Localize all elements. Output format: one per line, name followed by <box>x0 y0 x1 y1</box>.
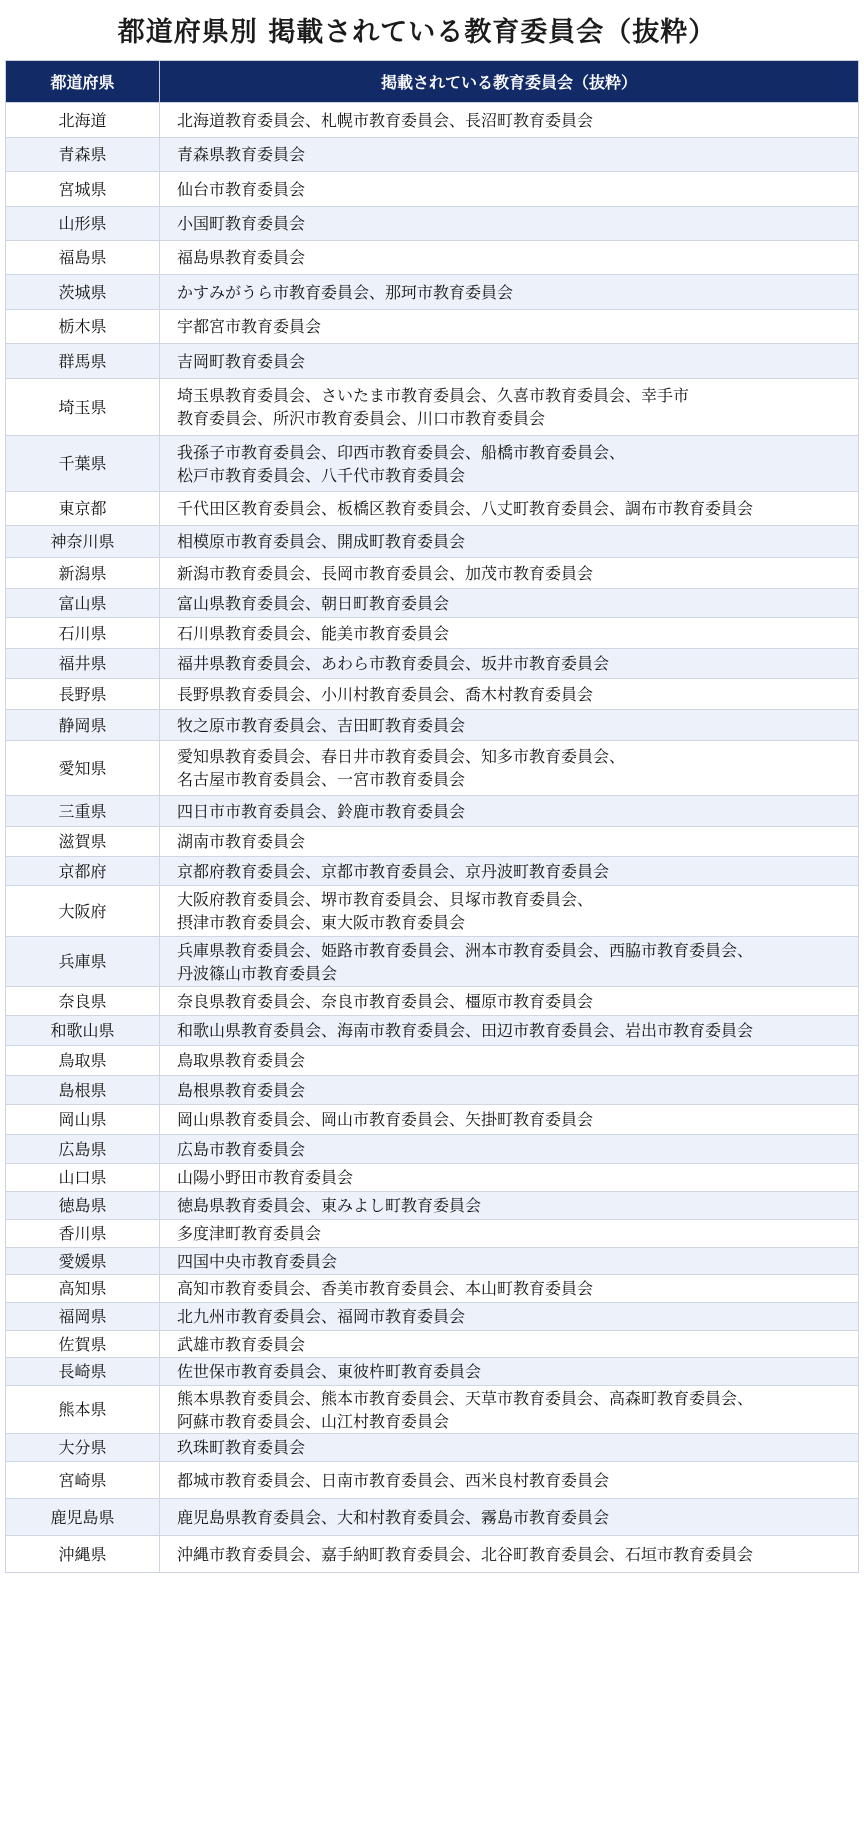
prefecture-cell: 熊本県 <box>6 1386 160 1434</box>
header-committees: 掲載されている教育委員会（抜粋） <box>160 61 859 103</box>
committees-cell <box>160 1434 859 1462</box>
committees-line: 鳥取県教育委員会 <box>177 1051 306 1070</box>
committees-cell <box>160 526 859 558</box>
committees-cell <box>160 1135 859 1164</box>
committees-line: 四国中央市教育委員会 <box>177 1251 338 1271</box>
committees-cell <box>160 492 859 526</box>
committees-cell <box>160 857 859 886</box>
committees-cell <box>160 1192 859 1220</box>
committees-cell <box>160 344 859 379</box>
committees-line: 岡山県教育委員会、岡山市教育委員会、矢掛町教育委員会 <box>177 1110 594 1129</box>
prefecture-cell: 福岡県 <box>6 1303 160 1331</box>
committees-cell <box>160 796 859 827</box>
table-row <box>6 1536 859 1573</box>
committees-line: 福井県教育委員会、あわら市教育委員会、坂井市教育委員会 <box>177 654 610 673</box>
prefecture-cell: 和歌山県 <box>6 1016 160 1046</box>
prefecture-cell: 佐賀県 <box>6 1331 160 1358</box>
committees-cell <box>160 987 859 1016</box>
committees-line: 島根県教育委員会 <box>177 1080 306 1100</box>
table-row <box>6 172 859 207</box>
committees-cell <box>160 436 859 492</box>
table-row <box>6 1135 859 1164</box>
committees-cell <box>160 1358 859 1386</box>
committees-cell <box>160 1536 859 1573</box>
committees-line: 四日市市教育委員会、鈴鹿市教育委員会 <box>177 801 466 821</box>
committees-cell <box>160 275 859 310</box>
committees-cell <box>160 1331 859 1358</box>
prefecture-cell: 三重県 <box>6 796 160 827</box>
committees-line: 兵庫県教育委員会、姫路市教育委員会、洲本市教育委員会、西脇市教育委員会、 <box>177 940 754 960</box>
table-row <box>6 1220 859 1248</box>
table-row <box>6 241 859 275</box>
prefecture-cell: 大阪府 <box>6 886 160 937</box>
table-row <box>6 1016 859 1046</box>
committees-line: 福島県教育委員会 <box>177 248 306 267</box>
table-row <box>6 1046 859 1076</box>
committees-line: 鹿児島県教育委員会、大和村教育委員会、霧島市教育委員会 <box>177 1507 610 1527</box>
table-row <box>6 379 859 436</box>
prefecture-cell: 福井県 <box>6 649 160 679</box>
committees-line: 北海道教育委員会、札幌市教育委員会、長沼町教育委員会 <box>177 110 594 130</box>
table-row <box>6 558 859 589</box>
table-row <box>6 1164 859 1192</box>
table-body <box>6 103 859 1573</box>
header-prefecture: 都道府県 <box>6 61 160 103</box>
committees-cell <box>160 827 859 857</box>
prefecture-cell: 福島県 <box>6 241 160 275</box>
table-row <box>6 1303 859 1331</box>
committees-line: 大阪府教育委員会、堺市教育委員会、貝塚市教育委員会、 <box>177 890 594 909</box>
committees-cell <box>160 1046 859 1076</box>
committees-line: 青森県教育委員会 <box>177 145 306 164</box>
committees-cell <box>160 1386 859 1434</box>
committees-line: かすみがうら市教育委員会、那珂市教育委員会 <box>177 282 514 302</box>
committees-line: 名古屋市教育委員会、一宮市教育委員会 <box>177 770 466 789</box>
table-row <box>6 649 859 679</box>
committees-cell <box>160 310 859 344</box>
committees-cell <box>160 1016 859 1046</box>
committees-cell <box>160 1303 859 1331</box>
committees-cell <box>160 241 859 275</box>
committees-line: 阿蘇市教育委員会、山江村教育委員会 <box>177 1411 450 1431</box>
prefecture-cell: 奈良県 <box>6 987 160 1016</box>
committees-cell <box>160 589 859 618</box>
committees-line: 和歌山県教育委員会、海南市教育委員会、田辺市教育委員会、岩出市教育委員会 <box>177 1021 754 1040</box>
prefecture-cell: 青森県 <box>6 138 160 172</box>
prefecture-cell: 新潟県 <box>6 558 160 589</box>
committees-cell <box>160 679 859 710</box>
committees-line: 新潟市教育委員会、長岡市教育委員会、加茂市教育委員会 <box>177 563 594 583</box>
page-title: 都道府県別 掲載されている教育委員会（抜粋） <box>117 16 717 48</box>
prefecture-cell: 京都府 <box>6 857 160 886</box>
committees-line: 埼玉県教育委員会、さいたま市教育委員会、久喜市教育委員会、幸手市 <box>177 386 690 405</box>
prefecture-cell: 群馬県 <box>6 344 160 379</box>
table-row <box>6 987 859 1016</box>
prefecture-cell: 山形県 <box>6 207 160 241</box>
prefecture-cell: 鹿児島県 <box>6 1499 160 1536</box>
committees-cell <box>160 103 859 138</box>
committees-line: 松戸市教育委員会、八千代市教育委員会 <box>177 465 466 485</box>
prefecture-cell: 沖縄県 <box>6 1536 160 1573</box>
prefecture-cell: 栃木県 <box>6 310 160 344</box>
table-row <box>6 526 859 558</box>
table-row <box>6 1499 859 1536</box>
committees-cell <box>160 172 859 207</box>
committees-line: 仙台市教育委員会 <box>177 179 306 199</box>
table-row <box>6 103 859 138</box>
committees-line: 玖珠町教育委員会 <box>177 1438 306 1457</box>
committees-cell <box>160 741 859 796</box>
committees-line: 小国町教育委員会 <box>177 214 306 233</box>
committees-cell <box>160 1248 859 1275</box>
committees-line: 我孫子市教育委員会、印西市教育委員会、船橋市教育委員会、 <box>177 442 626 462</box>
committees-line: 石川県教育委員会、能美市教育委員会 <box>177 623 450 643</box>
committees-line: 宇都宮市教育委員会 <box>177 317 322 336</box>
prefecture-cell: 大分県 <box>6 1434 160 1462</box>
committees-line: 沖縄市教育委員会、嘉手納町教育委員会、北谷町教育委員会、石垣市教育委員会 <box>177 1544 754 1564</box>
table-row <box>6 886 859 937</box>
committees-cell <box>160 1076 859 1105</box>
committees-line: 富山県教育委員会、朝日町教育委員会 <box>177 593 450 613</box>
committees-cell <box>160 207 859 241</box>
committees-cell <box>160 618 859 649</box>
committees-line: 高知市教育委員会、香美市教育委員会、本山町教育委員会 <box>177 1279 594 1298</box>
committees-line: 奈良県教育委員会、奈良市教育委員会、橿原市教育委員会 <box>177 991 594 1011</box>
prefecture-cell: 長崎県 <box>6 1358 160 1386</box>
table-row <box>6 436 859 492</box>
committees-line: 広島市教育委員会 <box>177 1139 306 1159</box>
prefecture-cell: 宮崎県 <box>6 1462 160 1499</box>
table-row <box>6 618 859 649</box>
committees-line: 愛知県教育委員会、春日井市教育委員会、知多市教育委員会、 <box>177 747 626 766</box>
table-row <box>6 138 859 172</box>
table-row <box>6 344 859 379</box>
committees-cell <box>160 710 859 741</box>
table-row <box>6 1386 859 1434</box>
committees-line: 湖南市教育委員会 <box>177 832 306 851</box>
prefecture-cell: 埼玉県 <box>6 379 160 436</box>
committees-line: 牧之原市教育委員会、吉田町教育委員会 <box>177 715 466 735</box>
prefecture-cell: 高知県 <box>6 1275 160 1303</box>
prefecture-cell: 兵庫県 <box>6 937 160 987</box>
prefecture-cell: 島根県 <box>6 1076 160 1105</box>
table-row <box>6 1248 859 1275</box>
committees-line: 吉岡町教育委員会 <box>177 351 306 371</box>
committees-cell <box>160 558 859 589</box>
table-row <box>6 1462 859 1499</box>
table-row <box>6 1434 859 1462</box>
committees-line: 武雄市教育委員会 <box>177 1334 306 1354</box>
table-row <box>6 741 859 796</box>
prefecture-cell: 長野県 <box>6 679 160 710</box>
table-row <box>6 679 859 710</box>
prefecture-cell: 愛知県 <box>6 741 160 796</box>
table-header-row <box>6 61 859 103</box>
committees-cell <box>160 1499 859 1536</box>
committees-cell <box>160 1220 859 1248</box>
committee-table <box>5 60 859 1573</box>
prefecture-cell: 茨城県 <box>6 275 160 310</box>
committees-line: 多度津町教育委員会 <box>177 1224 322 1243</box>
committees-line: 丹波篠山市教育委員会 <box>177 963 338 983</box>
table-row <box>6 1358 859 1386</box>
table-row <box>6 827 859 857</box>
table-row <box>6 937 859 987</box>
committees-line: 北九州市教育委員会、福岡市教育委員会 <box>177 1307 466 1326</box>
prefecture-cell: 宮城県 <box>6 172 160 207</box>
prefecture-cell: 北海道 <box>6 103 160 138</box>
prefecture-cell: 山口県 <box>6 1164 160 1192</box>
committees-cell <box>160 138 859 172</box>
committees-cell <box>160 379 859 436</box>
committees-cell <box>160 1275 859 1303</box>
committees-line: 相模原市教育委員会、開成町教育委員会 <box>177 532 466 551</box>
table-row <box>6 310 859 344</box>
table-row <box>6 1275 859 1303</box>
committees-line: 都城市教育委員会、日南市教育委員会、西米良村教育委員会 <box>177 1470 610 1490</box>
committees-line: 教育委員会、所沢市教育委員会、川口市教育委員会 <box>177 409 546 428</box>
committees-line: 千代田区教育委員会、板橋区教育委員会、八丈町教育委員会、調布市教育委員会 <box>177 499 754 518</box>
prefecture-cell: 神奈川県 <box>6 526 160 558</box>
committees-line: 佐世保市教育委員会、東彼杵町教育委員会 <box>177 1362 482 1381</box>
committees-cell <box>160 1462 859 1499</box>
prefecture-cell: 鳥取県 <box>6 1046 160 1076</box>
committees-cell <box>160 937 859 987</box>
committees-line: 山陽小野田市教育委員会 <box>177 1168 354 1187</box>
table-row <box>6 589 859 618</box>
committees-line: 熊本県教育委員会、熊本市教育委員会、天草市教育委員会、高森町教育委員会、 <box>177 1388 754 1408</box>
prefecture-cell: 香川県 <box>6 1220 160 1248</box>
table-row <box>6 1076 859 1105</box>
committees-cell <box>160 649 859 679</box>
prefecture-cell: 静岡県 <box>6 710 160 741</box>
table-row <box>6 796 859 827</box>
table-row <box>6 1331 859 1358</box>
committees-cell <box>160 886 859 937</box>
table-row <box>6 857 859 886</box>
prefecture-cell: 広島県 <box>6 1135 160 1164</box>
prefecture-cell: 東京都 <box>6 492 160 526</box>
table-row <box>6 207 859 241</box>
table-row <box>6 1105 859 1135</box>
prefecture-cell: 徳島県 <box>6 1192 160 1220</box>
table-row <box>6 710 859 741</box>
committees-cell <box>160 1105 859 1135</box>
committees-line: 長野県教育委員会、小川村教育委員会、喬木村教育委員会 <box>177 684 594 704</box>
committees-cell <box>160 1164 859 1192</box>
table-row <box>6 275 859 310</box>
prefecture-cell: 岡山県 <box>6 1105 160 1135</box>
prefecture-cell: 富山県 <box>6 589 160 618</box>
committees-line: 徳島県教育委員会、東みよし町教育委員会 <box>177 1196 482 1215</box>
prefecture-cell: 千葉県 <box>6 436 160 492</box>
table-row <box>6 1192 859 1220</box>
committees-line: 摂津市教育委員会、東大阪市教育委員会 <box>177 913 466 932</box>
committees-line: 京都府教育委員会、京都市教育委員会、京丹波町教育委員会 <box>177 861 610 881</box>
prefecture-cell: 滋賀県 <box>6 827 160 857</box>
prefecture-cell: 石川県 <box>6 618 160 649</box>
prefecture-cell: 愛媛県 <box>6 1248 160 1275</box>
table-row <box>6 492 859 526</box>
